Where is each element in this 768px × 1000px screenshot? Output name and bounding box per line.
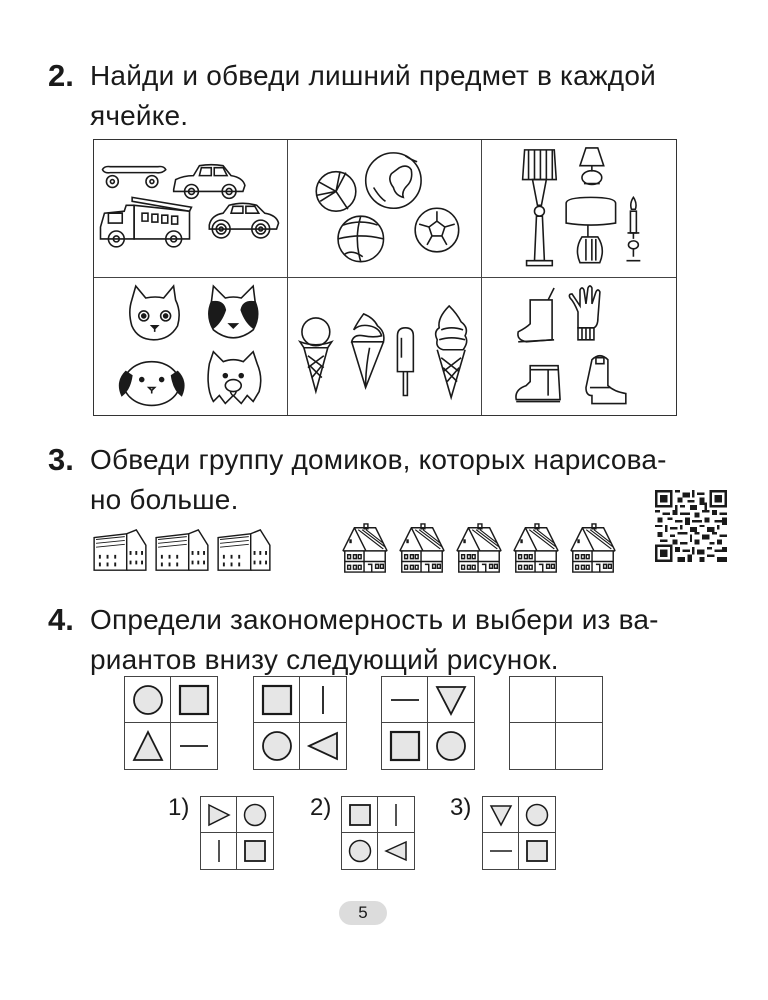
square-icon	[260, 683, 294, 717]
house-tall-icon	[568, 522, 618, 574]
table-lamp-icon	[566, 197, 615, 262]
horizontal-line-icon	[177, 729, 211, 763]
triangle-left-icon	[306, 729, 340, 763]
car-icon	[174, 165, 245, 199]
cell-lamps[interactable]	[482, 140, 676, 278]
cell-animals[interactable]	[94, 278, 288, 416]
monster-car-icon	[209, 203, 278, 238]
option-3-label: 3)	[450, 794, 472, 821]
cell-ice-cream[interactable]	[288, 278, 482, 416]
vertical-line-icon	[383, 802, 409, 828]
dog-face-black-patches-icon	[209, 286, 258, 338]
option-3-box[interactable]	[482, 796, 556, 870]
circle-icon	[347, 838, 373, 864]
task-number: 2.	[48, 58, 74, 93]
house-group-b[interactable]	[340, 522, 618, 578]
house-wide-icon	[154, 528, 210, 574]
dog-face-fluffy-icon	[208, 351, 261, 403]
dog-face-floppy-ears-icon	[120, 361, 184, 405]
house-group-a[interactable]	[92, 528, 272, 584]
odd-one-out-grid	[93, 139, 677, 416]
pattern-box-2	[253, 676, 347, 770]
rain-boot-icon	[518, 287, 554, 341]
floor-lamp-icon	[523, 150, 557, 266]
task-4	[48, 600, 688, 680]
option-1-label: 1)	[168, 794, 190, 821]
task-2	[48, 56, 688, 136]
option-2-box[interactable]	[341, 796, 415, 870]
candle-icon	[626, 197, 640, 260]
house-tall-icon	[397, 522, 447, 574]
blank-cell	[510, 723, 556, 769]
task-number: 3.	[48, 442, 74, 477]
cell-vehicles[interactable]	[94, 140, 288, 278]
square-icon	[177, 683, 211, 717]
circle-icon	[242, 802, 268, 828]
pattern-box-1	[124, 676, 218, 770]
glove-icon	[569, 285, 600, 339]
globe-icon	[366, 153, 421, 208]
circle-icon	[434, 729, 468, 763]
triangle-left-icon	[383, 838, 409, 864]
small-lamp-icon	[580, 148, 604, 185]
horizontal-line-icon	[388, 683, 422, 717]
house-tall-icon	[454, 522, 504, 574]
square-icon	[347, 802, 373, 828]
option-1-box[interactable]	[200, 796, 274, 870]
vertical-line-icon	[206, 838, 232, 864]
triangle-up-icon	[131, 729, 165, 763]
circle-icon	[131, 683, 165, 717]
page-number-badge: 5	[339, 901, 387, 925]
house-wide-icon	[216, 528, 272, 574]
triangle-down-icon	[434, 683, 468, 717]
triangle-right-icon	[206, 802, 232, 828]
square-icon	[524, 838, 550, 864]
ice-cream-scoop-cone-icon	[300, 317, 332, 391]
circle-icon	[524, 802, 550, 828]
house-wide-icon	[92, 528, 148, 574]
task-instruction: Найди и обведи лишний предмет в каждой ячейке.	[90, 60, 656, 131]
blank-cell	[510, 677, 556, 723]
popsicle-icon	[397, 327, 413, 395]
truck-icon	[100, 197, 191, 246]
pattern-box-3	[381, 676, 475, 770]
basketball-icon	[338, 216, 384, 261]
qr-code-icon[interactable]	[655, 490, 727, 562]
triangle-down-icon	[488, 802, 514, 828]
task-instruction: Обведи группу домиков, которых нарисова- но больше.	[90, 444, 667, 515]
task-instruction: Определи закономерность и выбери из ва- риантов внизу следующий рисунок.	[90, 604, 659, 675]
cat-face-icon	[130, 286, 179, 340]
cell-footwear[interactable]	[482, 278, 676, 416]
soccer-ball-icon	[415, 208, 459, 252]
cowboy-boot-icon	[586, 355, 626, 403]
blank-cell	[556, 677, 602, 723]
circle-icon	[260, 729, 294, 763]
swirl-cone-icon	[436, 305, 467, 397]
square-icon	[242, 838, 268, 864]
house-tall-icon	[340, 522, 390, 574]
cell-balls[interactable]	[288, 140, 482, 278]
skateboard-icon	[102, 167, 165, 188]
ugg-boot-icon	[516, 365, 560, 401]
task-3	[48, 440, 688, 520]
blank-cell	[556, 723, 602, 769]
pie-chart-icon	[316, 172, 356, 212]
house-tall-icon	[511, 522, 561, 574]
vertical-line-icon	[306, 683, 340, 717]
option-2-label: 2)	[310, 794, 332, 821]
square-icon	[388, 729, 422, 763]
soft-serve-cone-icon	[352, 313, 384, 387]
horizontal-line-icon	[488, 838, 514, 864]
pattern-box-answer-blank[interactable]	[509, 676, 603, 770]
task-number: 4.	[48, 602, 74, 637]
